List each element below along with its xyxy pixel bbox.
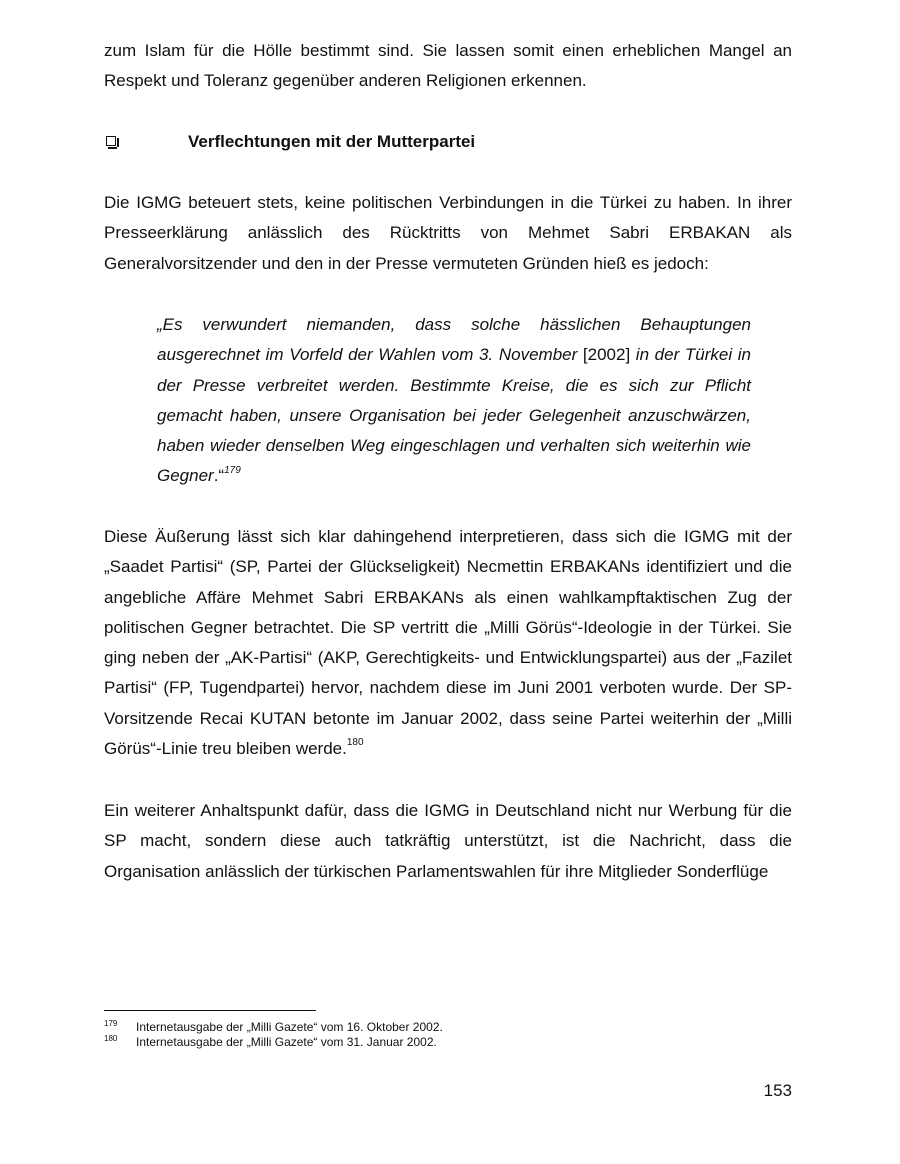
footnote-number: 180 [104, 1034, 118, 1043]
section-heading [104, 130, 792, 158]
footnote-ref-180[interactable]: 180 [346, 737, 364, 749]
quote-end: .“ [213, 466, 225, 486]
paragraph-3 [104, 522, 792, 764]
block-quote [157, 310, 751, 492]
paragraph-1: zum Islam für die Hölle bestimmt sind. Sie lassen somit einen erheblichen Mangel an Respekt und Toleranz gegenüber anderen Religionen erkennen. [104, 41, 792, 91]
quote-part-1: „Es verwundert niemanden, dass solche hässlichen Behauptungen ausgerechnet im Vorfeld der Wahlen vom 3. November [157, 315, 751, 365]
quote-part-2: in der Türkei in der Presse verbreitet werden. Bestimmte Kreise, die es sich zur Pflicht gemacht haben, unsere Organisation bei jeder Gelegenheit anzuschwärzen, haben wieder denselben Weg eingeschlagen und verhalten sich weiterhin wie Gegner [157, 345, 751, 486]
footnote-number: 179 [104, 1019, 118, 1028]
paragraph-2: Die IGMG beteuert stets, keine politischen Verbindungen in die Türkei zu haben. In ihrer Presseerklärung anlässlich des Rücktritts von Mehmet Sabri ERBAKAN als Generalvorsitzender und den in der Presse vermuteten Gründen hieß es jedoch: [104, 193, 792, 273]
paragraph-4: Ein weiterer Anhaltspunkt dafür, dass die IGMG in Deutschland nicht nur Werbung für die SP macht, sondern diese auch tatkräftig unterstützt, ist die Nachricht, dass die Organisation anlässlich der türkischen Parlamentswahlen für ihre Mitglieder Sonderflüge [104, 801, 792, 881]
footnote-text: Internetausgabe der „Milli Gazete“ vom 31. Januar 2002. [136, 1035, 437, 1049]
footnote-ref-179[interactable]: 179 [224, 464, 241, 476]
quote-insert: [2002] [582, 345, 631, 365]
page-number: 153 [763, 1081, 792, 1100]
footnote-divider [104, 1010, 316, 1011]
checkbox-icon [106, 136, 116, 146]
paragraph-3-text: Diese Äußerung lässt sich klar dahingehend interpretieren, dass sich die IGMG mit der „Saadet Partisi“ (SP, Partei der Glückseligkeit) Necmettin ERBAKANs identifiziert und die angebliche Affäre Mehmet Sabri ERBAKANs als einen wahlkampftaktischen Zug der politischen Gegner betrachtet. Die SP vertritt die „Milli Görüs“-Ideologie in der Türkei. Sie ging neben der „AK-Partisi“ (AKP, Gerechtigkeits- und Entwicklungspartei) aus der „Fazilet Partisi“ (FP, Tugendpartei) hervor, nachdem diese im Juni 2001 verboten wurde. Der SP-Vorsitzende Recai KUTAN betonte im Januar 2002, dass seine Partei weiterhin der „Milli Görüs“-Linie treu bleiben werde. [104, 527, 792, 759]
footnote-text: Internetausgabe der „Milli Gazete“ vom 16. Oktober 2002. [136, 1020, 443, 1034]
section-heading-text: Verflechtungen mit der Mutterpartei [188, 132, 476, 151]
